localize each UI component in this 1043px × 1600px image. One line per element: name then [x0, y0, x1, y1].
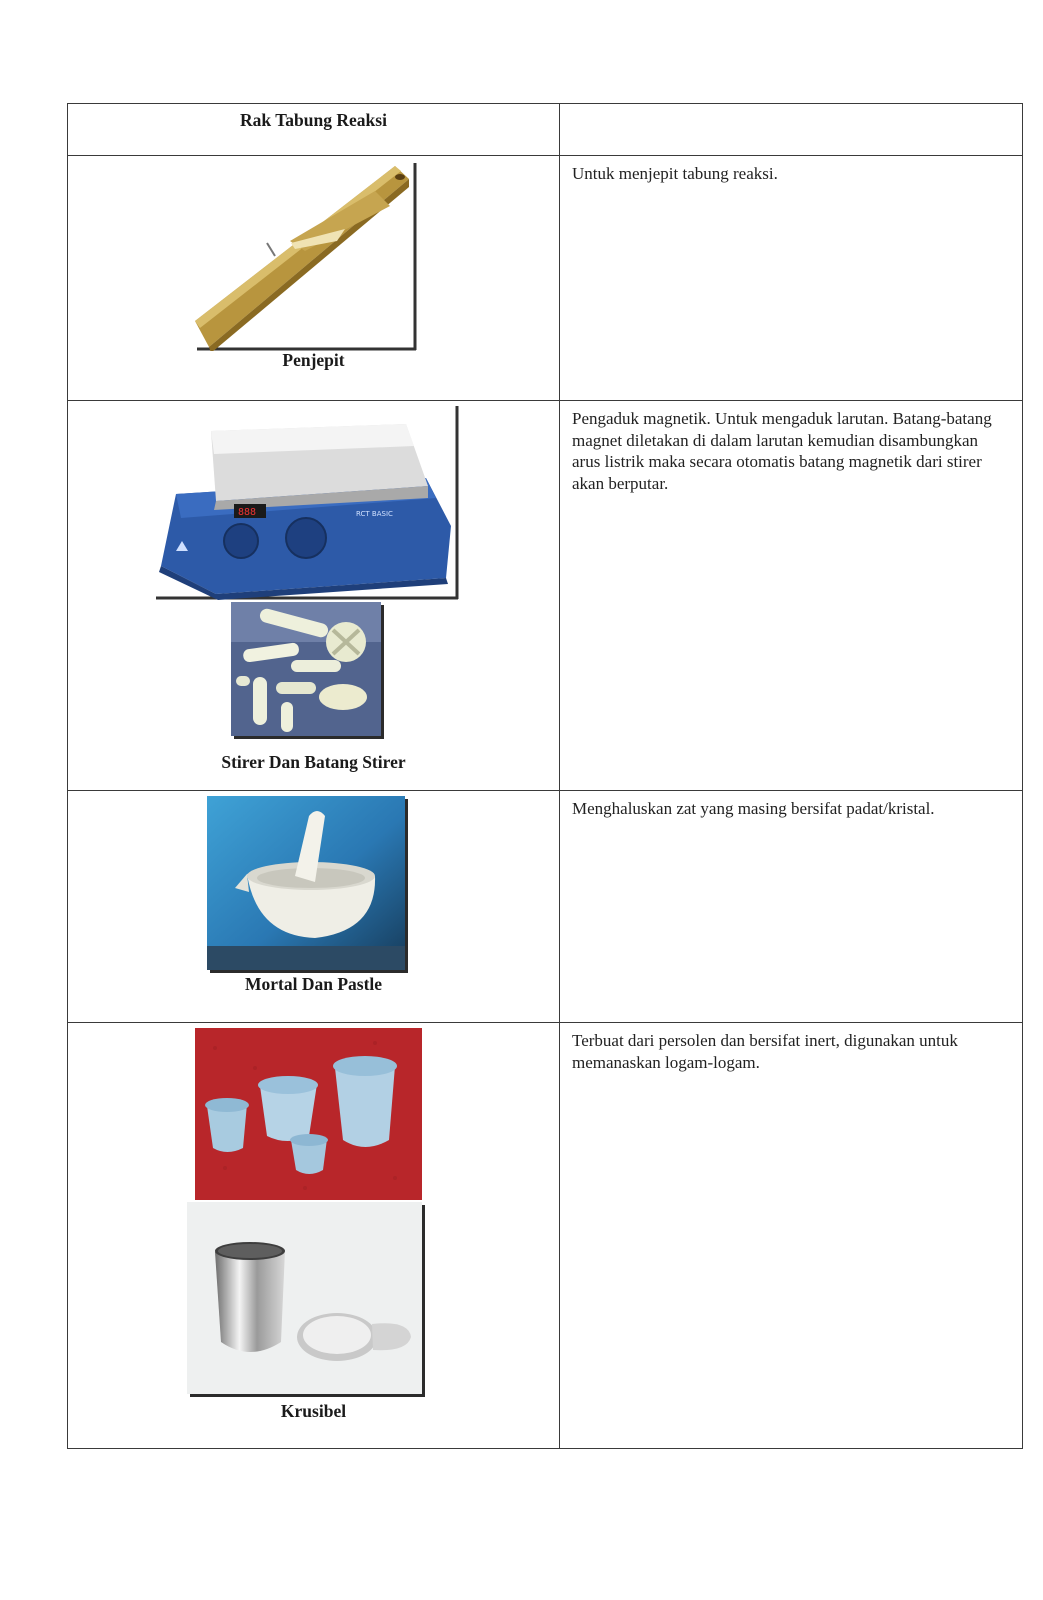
equipment-cell	[68, 104, 560, 156]
metal-crucible-image	[187, 1202, 422, 1394]
clamp-image	[195, 161, 417, 351]
description-cell	[560, 401, 1023, 791]
equipment-cell	[68, 791, 560, 1023]
porcelain-crucibles-image	[195, 1028, 422, 1200]
equipment-label: Krusibel	[280, 1401, 347, 1421]
equipment-description: Terbuat dari persolen dan bersifat inert, digunakan untuk memanaskan logam-logam.	[572, 1031, 958, 1072]
equipment-description: Untuk menjepit tabung reaksi.	[572, 164, 778, 183]
lab-equipment-table	[67, 103, 1023, 1449]
description-cell	[560, 156, 1023, 401]
description-cell	[560, 791, 1023, 1023]
magnetic-stirrer-image	[156, 406, 460, 600]
equipment-label: Stirer Dan Batang Stirer	[221, 752, 406, 772]
stir-bars-image	[231, 602, 381, 736]
table-row	[68, 1023, 1023, 1449]
equipment-cell	[68, 1023, 560, 1449]
svg-text:888: 888	[238, 507, 257, 518]
table-row	[68, 104, 1023, 156]
device-brand-label: RCT BASIC	[356, 510, 393, 518]
table-row	[68, 401, 1023, 791]
equipment-description: Menghaluskan zat yang masing bersifat padat/kristal.	[572, 799, 935, 818]
description-cell	[560, 1023, 1023, 1449]
description-cell	[560, 104, 1023, 156]
equipment-label: Rak Tabung Reaksi	[240, 110, 387, 130]
mortar-pestle-image	[207, 796, 405, 970]
equipment-description	[560, 104, 1022, 111]
equipment-cell	[68, 401, 560, 791]
table-row	[68, 156, 1023, 401]
equipment-cell	[68, 156, 560, 401]
table-row	[68, 791, 1023, 1023]
equipment-label: Mortal Dan Pastle	[244, 974, 383, 994]
equipment-label: Penjepit	[282, 350, 345, 370]
equipment-description: Pengaduk magnetik. Untuk mengaduk larutan. Batang-batang magnet diletakan di dalam larutan kemudian disambungkan arus listrik maka secara otomatis batang magnetik dari stirer akan berputar.	[572, 409, 992, 493]
